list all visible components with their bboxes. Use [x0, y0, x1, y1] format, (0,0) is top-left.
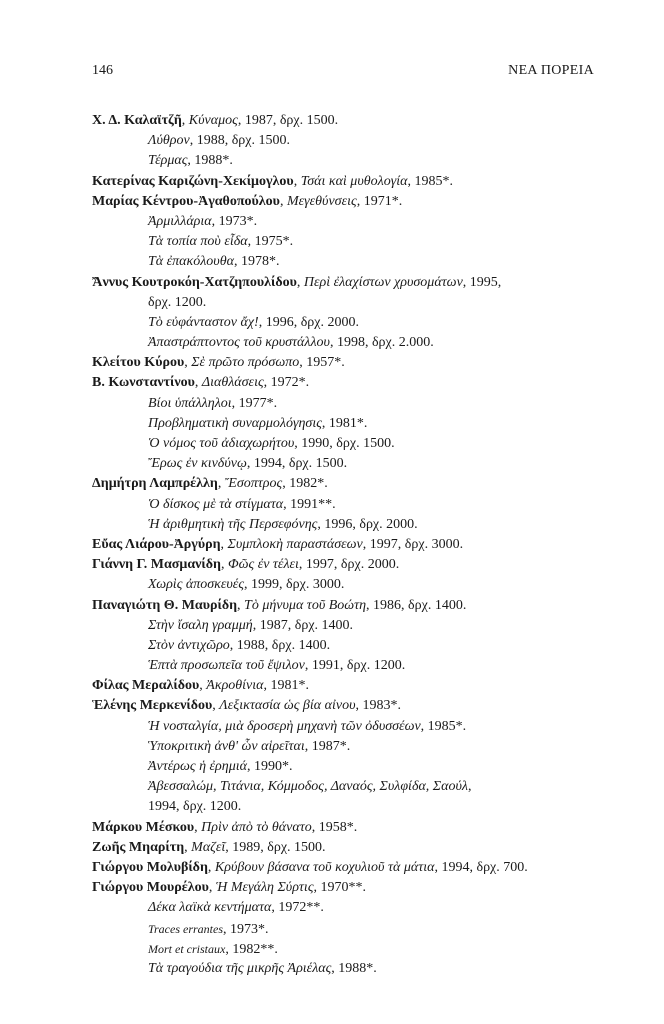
work-title: Λεξικτασία ὡς βία αἰνου — [219, 698, 356, 714]
publication-details: , 1995, — [462, 274, 502, 290]
publication-details: , 1991**. — [283, 496, 336, 512]
entry-author-line — [92, 555, 632, 575]
entry-author-line — [92, 818, 632, 838]
publication-details: , 1985*. — [407, 173, 453, 189]
entry-continuation-line — [92, 131, 632, 151]
entry-author-line — [92, 535, 632, 555]
publication-details: , 1988, δρχ. 1500. — [189, 133, 290, 149]
author-name: Ἄννυς Κουτροκόη-Χατζηπουλίδου — [92, 274, 297, 290]
work-title: Στὴν ἴσαλη γραμμή — [148, 617, 253, 633]
work-title: Ὁ δίσκος μὲ τὰ στίγματα — [148, 496, 284, 512]
publication-details: , 1985*. — [420, 718, 467, 734]
entry-author-line — [92, 838, 632, 858]
author-name: Κατερίνας Καριζώνη-Χεκίμογλου — [92, 173, 294, 189]
author-name: Εὔας Λιάρου-Ἀργύρη — [92, 536, 221, 552]
work-title: Κρύβουν βάσανα τοῦ κοχυλιοῦ τὰ μάτια — [214, 859, 435, 875]
publication-details: , 1997, δρχ. 3000. — [362, 536, 464, 552]
author-name: Δημήτρη Λαμπρέλλη — [92, 476, 218, 492]
author-name: Β. Κωνσταντίνου — [92, 375, 195, 391]
entry-continuation-line — [92, 515, 632, 535]
entry-continuation-line — [92, 636, 632, 656]
publication-details: , 1982*. — [282, 476, 328, 492]
entry-continuation-line — [92, 797, 632, 817]
entry-continuation-line — [92, 898, 632, 918]
author-name: Ἑλένης Μερκενίδου — [92, 698, 213, 714]
entry-continuation-line — [92, 454, 632, 474]
author-name: Χ. Δ. Καλαϊτζῆ — [92, 113, 182, 128]
work-title: Τέρμας — [148, 153, 188, 169]
publication-details: , — [467, 779, 472, 795]
work-title: Ἡ νοσταλγία, μιὰ δροσερὴ μηχανὴ τῶν ὀδυσσέων — [148, 718, 421, 734]
publication-details: , 1972*. — [263, 375, 310, 391]
entry-continuation-line — [92, 414, 632, 434]
entry-continuation-line — [92, 575, 632, 595]
separator: , — [199, 678, 207, 694]
entry-continuation-line — [92, 717, 632, 737]
publication-details: , 1994, δρχ. 700. — [434, 859, 528, 875]
entry-continuation-line — [92, 232, 632, 252]
entry-author-line — [92, 676, 632, 696]
publication-details: 1994, δρχ. 1200. — [148, 799, 242, 815]
publication-details: , 1990, δρχ. 1500. — [294, 436, 395, 451]
entry-continuation-line — [92, 777, 632, 797]
work-title: Τὰ ἐπακόλουθα — [148, 254, 234, 270]
work-title: Ἀπαστράπτοντος τοῦ κρυστάλλου — [148, 335, 330, 351]
entry-continuation-line — [92, 293, 632, 313]
work-title: Ὑποκριτικὴ ἀνθ' ὧν αἱρεῖται — [148, 738, 305, 754]
separator: , — [217, 476, 225, 492]
work-title: Βίοι ὑπάλληλοι — [148, 395, 232, 411]
entry-continuation-line — [92, 212, 632, 232]
work-title: Traces errantes — [148, 921, 223, 936]
publication-details: , 1987, δρχ. 1500. — [237, 113, 339, 128]
work-title: Ἔρως ἐν κινδύνῳ — [148, 456, 247, 472]
work-title: Mort et cristaux — [148, 941, 226, 956]
publication-details: , 1996, δρχ. 2000. — [317, 516, 418, 532]
publication-details: , 1999, δρχ. 3000. — [244, 577, 345, 593]
publication-details: , 1977*. — [231, 395, 278, 411]
work-title: Στὸν ἀντιχῶρο — [148, 637, 230, 653]
publication-details: , 1958*. — [311, 819, 358, 835]
entry-continuation-line — [92, 313, 632, 333]
separator: , — [237, 597, 245, 613]
page-number: 146 — [92, 63, 113, 78]
entry-author-line — [92, 353, 632, 373]
publication-details: , 1987*. — [304, 738, 351, 754]
work-title: Ἀντέρως ἡ ἐρημιά — [148, 759, 247, 774]
work-title: Φῶς ἐν τέλει — [227, 557, 299, 573]
entry-continuation-line — [92, 495, 632, 515]
work-title: Τὸ μήνυμα τοῦ Βοώτη — [244, 597, 367, 613]
author-name: Παναγιώτη Θ. Μαυρίδη — [92, 597, 238, 613]
work-title: Ἀβεσσαλώμ, Τιτάνια, Κόμμοδος, Δαναός, Συλφίδα, Σαούλ — [148, 779, 468, 795]
publication-details: , 1978*. — [233, 254, 280, 270]
work-title: Κύναμος — [188, 113, 238, 128]
work-title: Ἔσοπτρος — [224, 476, 283, 492]
separator: , — [184, 839, 192, 855]
work-title: Μαζεῖ — [191, 839, 226, 855]
entry-author-line — [92, 696, 632, 716]
author-name: Γιώργου Μολυβίδη — [92, 859, 208, 875]
work-title: Μεγεθύνσεις — [286, 193, 357, 209]
work-title: Τὸ εὐφάνταστον ἄχ! — [148, 314, 259, 330]
work-title: Ἀρμιλλάρια — [148, 213, 212, 229]
separator: , — [181, 113, 189, 128]
publication-details: , 1997, δρχ. 2000. — [298, 557, 400, 573]
publication-details: , 1982**. — [225, 941, 278, 957]
work-title: Περὶ ἐλαχίστων χρυσομάτων — [303, 274, 463, 290]
publication-details: , 1971*. — [356, 193, 403, 209]
publication-details: , 1986, δρχ. 1400. — [366, 597, 467, 613]
author-name: Μαρίας Κέντρου-Ἀγαθοπούλου — [92, 193, 280, 209]
separator: , — [208, 880, 216, 896]
entry-continuation-line — [92, 394, 632, 414]
separator: , — [212, 698, 220, 714]
separator: , — [194, 375, 202, 391]
separator: , — [220, 536, 228, 552]
work-title: Τσάι καὶ μυθολογία — [300, 173, 408, 189]
publication-details: , 1990*. — [246, 759, 293, 774]
work-title: Ἀκροθίνια — [206, 678, 264, 694]
entry-author-line — [92, 111, 632, 131]
separator: , — [207, 859, 215, 875]
entry-continuation-line — [92, 434, 632, 454]
entry-continuation-line — [92, 939, 632, 959]
entry-continuation-line — [92, 252, 632, 272]
bibliography-list — [92, 111, 632, 979]
work-title: Τὰ τραγούδια τῆς μικρῆς Ἀριέλας — [148, 960, 332, 976]
publication-details: , 1973*. — [211, 213, 258, 229]
work-title: Λύθρον — [148, 133, 190, 149]
work-title: Ἑπτὰ προσωπεῖα τοῦ ἔψιλον — [148, 658, 305, 674]
publication-details: , 1972**. — [271, 900, 324, 916]
publication-details: , 1970**. — [313, 880, 366, 896]
publication-details: , 1981*. — [263, 678, 310, 694]
work-title: Ἡ ἀριθμητικὴ τῆς Περσεφόνης — [148, 516, 318, 532]
separator: , — [220, 557, 228, 573]
entry-author-line — [92, 373, 632, 393]
publication-details: , 1994, δρχ. 1500. — [246, 456, 348, 472]
running-title: ΝΕΑ ΠΟΡΕΙΑ — [508, 63, 594, 78]
entry-continuation-line — [92, 757, 632, 777]
work-title: Διαθλάσεις — [201, 375, 264, 391]
publication-details: , 1998, δρχ. 2.000. — [329, 335, 434, 351]
work-title: Ἡ Μεγάλη Σύρτις — [215, 880, 314, 896]
entry-author-line — [92, 474, 632, 494]
entry-continuation-line — [92, 737, 632, 757]
author-name: Μάρκου Μέσκου — [92, 819, 195, 835]
publication-details: , 1991, δρχ. 1200. — [304, 658, 406, 674]
separator: , — [279, 193, 287, 209]
publication-details: , 1983*. — [355, 698, 401, 714]
author-name: Ζωῆς Μηαρίτη — [92, 839, 185, 855]
publication-details: , 1975*. — [247, 234, 294, 250]
publication-details: , 1996, δρχ. 2000. — [258, 314, 359, 330]
separator: , — [296, 274, 304, 290]
publication-details: , 1989, δρχ. 1500. — [225, 839, 326, 855]
entry-continuation-line — [92, 919, 632, 939]
author-name: Φίλας Μεραλίδου — [92, 678, 200, 694]
publication-details: , 1988*. — [331, 960, 377, 976]
separator: , — [194, 819, 202, 835]
work-title: Πρὶν ἀπὸ τὸ θάνατο — [201, 819, 312, 835]
publication-details: , 1957*. — [299, 355, 345, 371]
author-name: Κλείτου Κύρου — [92, 355, 185, 371]
work-title: Χωρὶς ἀποσκευές — [148, 577, 245, 593]
entry-author-line — [92, 273, 632, 293]
work-title: Σὲ πρῶτο πρόσωπο — [191, 355, 300, 371]
separator: , — [184, 355, 192, 371]
publication-details: , 1981*. — [321, 415, 368, 431]
entry-continuation-line — [92, 616, 632, 636]
publication-details: , 1987, δρχ. 1400. — [252, 617, 354, 633]
author-name: Γιώργου Μουρέλου — [92, 880, 209, 896]
publication-details: δρχ. 1200. — [148, 294, 207, 310]
entry-author-line — [92, 858, 632, 878]
work-title: Τὰ τοπία ποὺ εἶδα — [148, 234, 248, 250]
entry-author-line — [92, 878, 632, 898]
publication-details: , 1988*. — [187, 153, 233, 169]
publication-details: , 1988, δρχ. 1400. — [229, 637, 331, 653]
entry-author-line — [92, 192, 632, 212]
entry-continuation-line — [92, 656, 632, 676]
work-title: Δέκα λαϊκὰ κεντήματα — [148, 900, 272, 916]
author-name: Γιάννη Γ. Μασμανίδη — [92, 557, 221, 573]
entry-continuation-line — [92, 333, 632, 353]
work-title: Προβληματικὴ συναρμολόγησις — [148, 415, 322, 431]
work-title: Ὁ νόμος τοῦ ἀδιαχωρήτου — [148, 436, 295, 451]
entry-author-line — [92, 596, 632, 616]
publication-details: , 1973*. — [223, 921, 269, 937]
entry-continuation-line — [92, 959, 632, 979]
separator: , — [293, 173, 301, 189]
entry-author-line — [92, 172, 632, 192]
entry-continuation-line — [92, 151, 632, 171]
work-title: Συμπλοκὴ παραστάσεων — [227, 536, 363, 552]
